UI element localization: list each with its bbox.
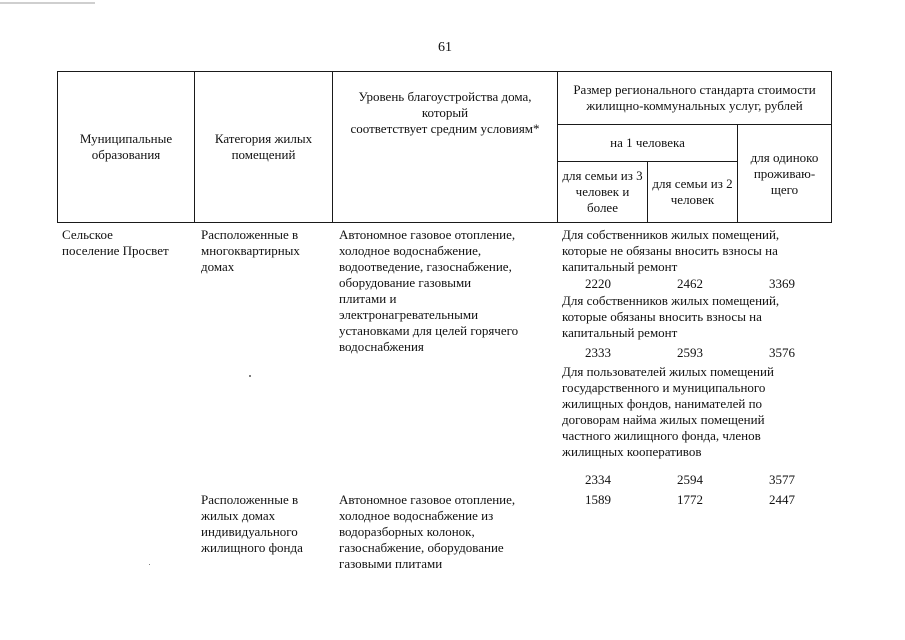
- value-b-family2: 2593: [677, 345, 703, 360]
- cell-group-c: Для пользователей жилых помещений государственного и муниципального жилищных фондов, нанимателей по договорам найма жилых помещений частного жилищного фонда, членов жилищных кооперативов: [562, 364, 774, 459]
- header-family3: [557, 161, 648, 223]
- value-c-family2: 2594: [677, 472, 703, 487]
- cell-level-1: Автономное газовое отопление, холодное водоснабжение, водоотведение, газоснабжение, оборудование газовыми плитами и электронагревательными установками для целей горячего водоснабжения: [339, 227, 519, 354]
- header-size-group: [557, 71, 832, 125]
- header-municipality-text: Муниципальные образования: [79, 131, 173, 162]
- top-edge-line: [0, 2, 95, 4]
- page-number: 61: [438, 40, 452, 55]
- value-b-single: 3576: [769, 345, 795, 360]
- value-b-family3: 2333: [585, 345, 611, 360]
- value-a-family2: 2462: [677, 276, 703, 291]
- value-c-single: 3577: [769, 472, 795, 487]
- value-c-family3: 2334: [585, 472, 611, 487]
- header-family2: [647, 161, 738, 223]
- header-level: [332, 71, 558, 223]
- scan-speck: [249, 375, 251, 377]
- header-family2-text: для семьи из 2 человек: [652, 176, 733, 207]
- value-a-single: 3369: [769, 276, 795, 291]
- cell-group-a: Для собственников жилых помещений, которые не обязаны вносить взносы на капитальный ремонт: [562, 227, 780, 274]
- header-municipality: [57, 71, 195, 223]
- header-category-text: Категория жилых помещений: [214, 131, 313, 162]
- cell-municipality: Сельское поселение Просвет: [62, 227, 169, 258]
- value-row2-family2: 1772: [677, 492, 703, 507]
- cell-category-1: Расположенные в многоквартирных домах: [201, 227, 300, 274]
- header-level-text: Уровень благоустройства дома, который соответствует средним условиям*: [350, 89, 540, 136]
- scan-speck: [149, 564, 150, 565]
- header-size-group-text: Размер регионального стандарта стоимости жилищно-коммунальных услуг, рублей: [573, 82, 816, 113]
- cell-category-2: Расположенные в жилых домах индивидуального жилищного фонда: [201, 492, 303, 555]
- header-single: [737, 124, 832, 223]
- header-per-person-text: на 1 человека: [610, 135, 685, 150]
- value-row2-single: 2447: [769, 492, 795, 507]
- value-row2-family3: 1589: [585, 492, 611, 507]
- header-category: [194, 71, 333, 223]
- header-single-text: для одиноко проживаю-щего: [750, 149, 819, 197]
- header-family3-text: для семьи из 3 человек и более: [562, 168, 643, 215]
- value-a-family3: 2220: [585, 276, 611, 291]
- cell-level-2: Автономное газовое отопление, холодное водоснабжение из водоразборных колонок, газоснабжение, оборудование газовыми плитами: [339, 492, 516, 571]
- cell-group-b: Для собственников жилых помещений, которые обязаны вносить взносы на капитальный ремонт: [562, 293, 780, 340]
- header-per-person: [557, 124, 738, 162]
